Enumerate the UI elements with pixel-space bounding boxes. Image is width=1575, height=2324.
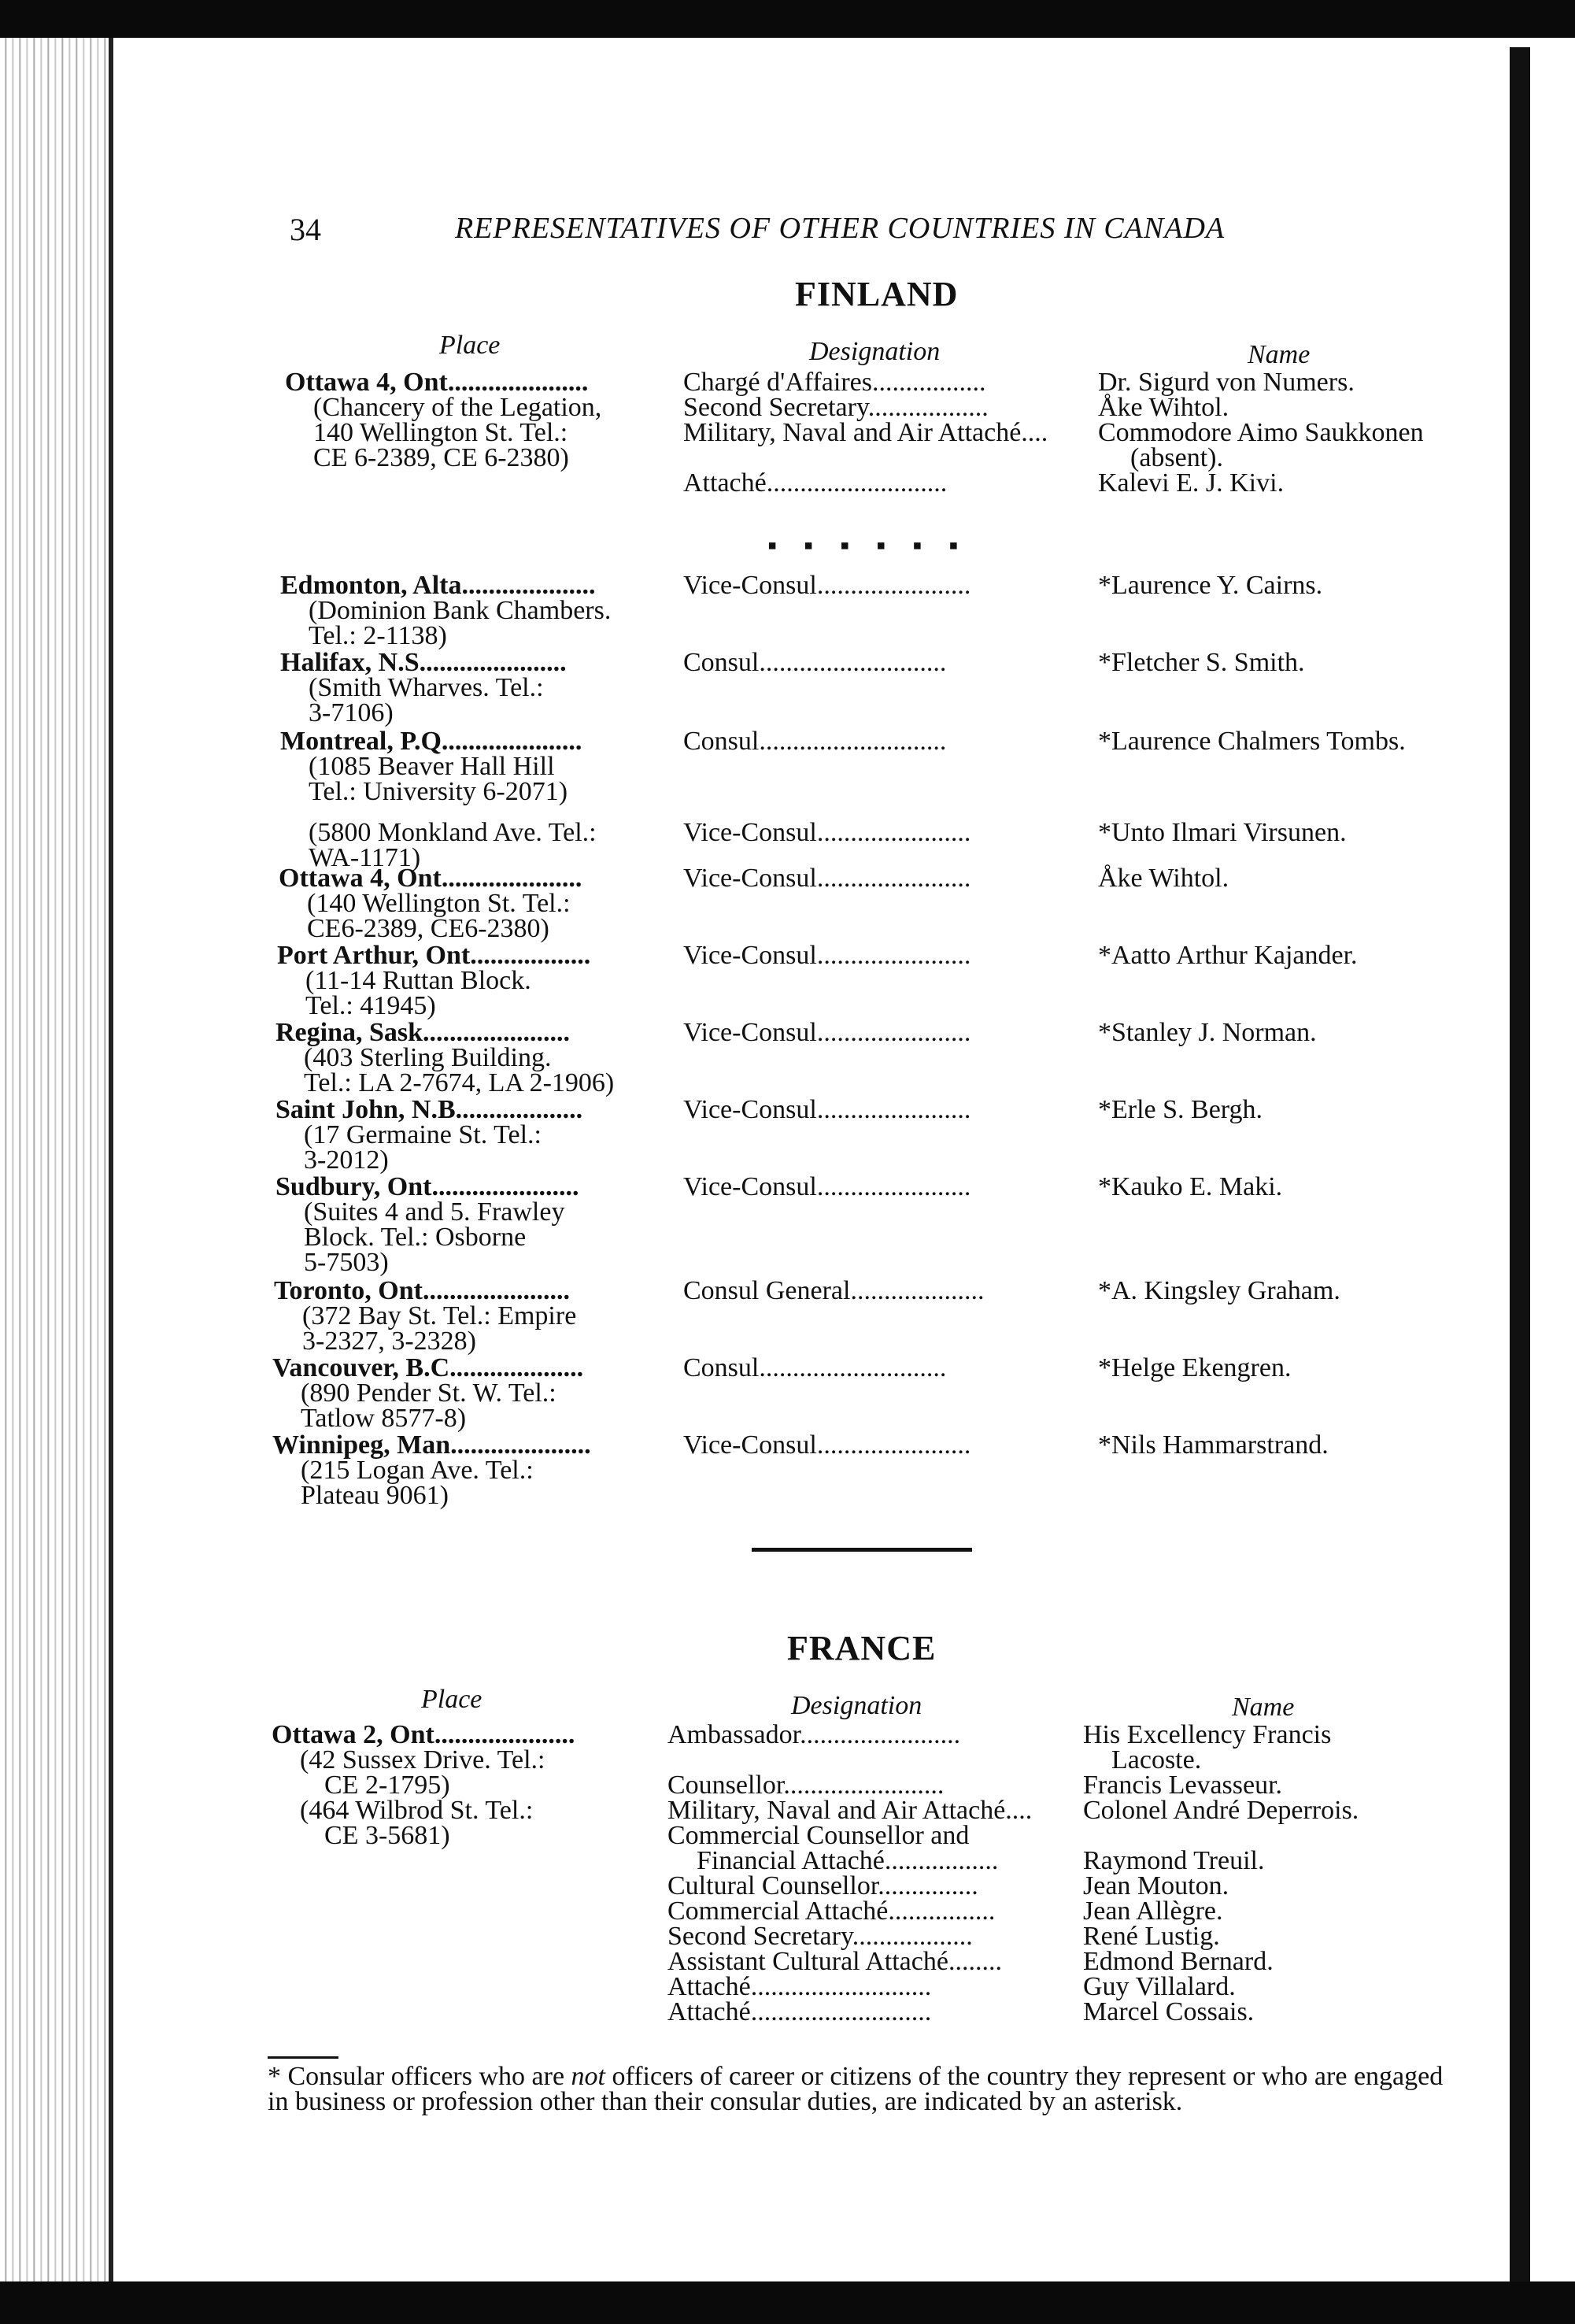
page-number: 34 xyxy=(290,212,321,247)
designation: Second Secretary.................. xyxy=(667,1922,973,1951)
col-header-place: Place xyxy=(439,331,501,360)
place-address-line: (42 Sussex Drive. Tel.: xyxy=(300,1745,545,1774)
page-header xyxy=(290,211,1313,258)
place-address-line: Tel.: University 6-2071) xyxy=(309,777,568,806)
designation: Consul............................ xyxy=(683,648,947,677)
official-name: *Laurence Y. Cairns. xyxy=(1098,571,1323,600)
place-city: Regina, Sask...................... xyxy=(275,1018,571,1047)
col-header-place-france: Place xyxy=(421,1685,482,1714)
scan-top-border xyxy=(0,0,1575,38)
footnote-text-start: * Consular officers who are xyxy=(268,2062,571,2091)
place-address-line: (5800 Monkland Ave. Tel.: xyxy=(309,818,597,847)
official-name: *Nils Hammarstrand. xyxy=(1098,1430,1329,1460)
official-name: Guy Villalard. xyxy=(1083,1972,1236,2001)
official-name: *Unto Ilmari Virsunen. xyxy=(1098,818,1347,847)
place-city: Montreal, P.Q..................... xyxy=(280,727,582,756)
place-address-line: (215 Logan Ave. Tel.: xyxy=(301,1456,534,1485)
official-name: Edmond Bernard. xyxy=(1083,1947,1274,1976)
official-name: Jean Mouton. xyxy=(1083,1871,1229,1900)
official-name: Commodore Aimo Saukkonen xyxy=(1098,418,1424,447)
place-address-line: (Suites 4 and 5. Frawley xyxy=(304,1197,565,1227)
footnote xyxy=(268,2064,1448,2115)
place-city: Ottawa 2, Ont..................... xyxy=(272,1720,575,1749)
section-rule xyxy=(752,1548,972,1552)
official-name: Colonel André Deperrois. xyxy=(1083,1796,1359,1825)
footnote-text-end: officers of career or citizens of the country they represent or who are engaged in business or profession other than their consular duties, are indicated by an asterisk. xyxy=(268,2062,1444,2116)
designation: Cultural Counsellor............... xyxy=(667,1871,978,1900)
place-address-line: (11-14 Ruttan Block. xyxy=(305,966,531,995)
official-name: Dr. Sigurd von Numers. xyxy=(1098,368,1355,397)
place-address-line: (140 Wellington St. Tel.: xyxy=(307,889,571,918)
place-address-line: CE 6-2389, CE 6-2380) xyxy=(313,443,569,472)
place-address-line: Block. Tel.: Osborne xyxy=(304,1223,527,1252)
place-address-line: (403 Sterling Building. xyxy=(304,1043,552,1072)
scan-right-border xyxy=(1510,47,1530,2281)
place-city: Sudbury, Ont...................... xyxy=(275,1172,579,1201)
official-name: *A. Kingsley Graham. xyxy=(1098,1276,1340,1305)
designation: Military, Naval and Air Attaché.... xyxy=(683,418,1048,447)
place-address-line: Tatlow 8577-8) xyxy=(301,1404,467,1433)
official-name: Marcel Cossais. xyxy=(1083,1997,1255,2026)
place-city: Halifax, N.S...................... xyxy=(280,648,567,677)
official-name: *Aatto Arthur Kajander. xyxy=(1098,941,1358,970)
designation: Vice-Consul....................... xyxy=(683,1095,971,1124)
designation: Attaché........................... xyxy=(667,1972,932,2001)
official-name: *Helge Ekengren. xyxy=(1098,1353,1292,1382)
designation: Commercial Attaché................ xyxy=(667,1897,996,1926)
place-city: Port Arthur, Ont.................. xyxy=(277,941,591,970)
official-name: Jean Allègre. xyxy=(1083,1897,1223,1926)
official-name: *Stanley J. Norman. xyxy=(1098,1018,1317,1047)
official-name: Åke Wihtol. xyxy=(1098,864,1229,893)
place-city: Winnipeg, Man..................... xyxy=(272,1430,591,1460)
col-header-name: Name xyxy=(1248,340,1311,369)
col-header-designation: Designation xyxy=(809,337,941,366)
place-city: Edmonton, Alta.................... xyxy=(280,571,596,600)
designation: Vice-Consul....................... xyxy=(683,818,971,847)
section-title-finland: FINLAND xyxy=(795,275,959,313)
official-name: (absent). xyxy=(1130,443,1224,472)
official-name: His Excellency Francis xyxy=(1083,1720,1332,1749)
official-name: Åke Wihtol. xyxy=(1098,393,1229,422)
designation: Attaché........................... xyxy=(667,1997,932,2026)
designation: Vice-Consul....................... xyxy=(683,571,971,600)
place-city: Ottawa 4, Ont..................... xyxy=(279,864,582,893)
place-address-line: CE 3-5681) xyxy=(324,1821,450,1850)
separator-dots: ▪▪▪▪▪▪ xyxy=(767,531,985,561)
designation: Counsellor........................ xyxy=(667,1771,945,1800)
place-address-line: WA-1171) xyxy=(309,843,421,872)
official-name: René Lustig. xyxy=(1083,1922,1220,1951)
scan-bottom-border xyxy=(0,2281,1575,2324)
running-title: REPRESENTATIVES OF OTHER COUNTRIES IN CANADA xyxy=(455,212,1226,245)
place-address-line: 3-2012) xyxy=(304,1145,389,1175)
designation: Second Secretary.................. xyxy=(683,393,989,422)
place-address-line: 140 Wellington St. Tel.: xyxy=(313,418,568,447)
official-name: *Erle S. Bergh. xyxy=(1098,1095,1263,1124)
official-name: Raymond Treuil. xyxy=(1083,1846,1265,1875)
designation: Vice-Consul....................... xyxy=(683,941,971,970)
col-header-designation-france: Designation xyxy=(791,1691,922,1720)
designation: Assistant Cultural Attaché........ xyxy=(667,1947,1002,1976)
official-name: Francis Levasseur. xyxy=(1083,1771,1283,1800)
place-address-line: (Dominion Bank Chambers. xyxy=(309,596,612,625)
official-name: Kalevi E. J. Kivi. xyxy=(1098,468,1285,498)
scan-right-margin xyxy=(1530,38,1575,2281)
official-name: Lacoste. xyxy=(1111,1745,1202,1774)
footnote-emphasis: not xyxy=(571,2062,605,2091)
place-address-line: Tel.: 2-1138) xyxy=(309,621,447,650)
place-address-line: Plateau 9061) xyxy=(301,1481,449,1510)
designation: Military, Naval and Air Attaché.... xyxy=(667,1796,1033,1825)
designation: Ambassador........................ xyxy=(667,1720,961,1749)
scan-page-edge-line xyxy=(109,38,113,2281)
designation: Chargé d'Affaires................. xyxy=(683,368,986,397)
place-address-line: (Chancery of the Legation, xyxy=(313,393,602,422)
place-address-line: 3-7106) xyxy=(309,698,394,727)
designation: Vice-Consul....................... xyxy=(683,1172,971,1201)
place-address-line: CE 2-1795) xyxy=(324,1771,450,1800)
place-address-line: CE6-2389, CE6-2380) xyxy=(307,914,549,943)
place-address-line: (17 Germaine St. Tel.: xyxy=(304,1120,542,1149)
section-title-france: FRANCE xyxy=(787,1629,937,1667)
place-city: Vancouver, B.C.................... xyxy=(272,1353,584,1382)
place-address-line: 3-2327, 3-2328) xyxy=(302,1327,476,1356)
place-city: Saint John, N.B................... xyxy=(275,1095,583,1124)
place-address-line: (372 Bay St. Tel.: Empire xyxy=(302,1301,577,1330)
scan-binding-edge xyxy=(0,38,118,2281)
official-name: *Fletcher S. Smith. xyxy=(1098,648,1305,677)
designation: Vice-Consul....................... xyxy=(683,864,971,893)
place-address-line: (Smith Wharves. Tel.: xyxy=(309,673,544,702)
place-address-line: Tel.: LA 2-7674, LA 2-1906) xyxy=(304,1068,615,1097)
place-address-line: Tel.: 41945) xyxy=(305,991,436,1020)
designation: Commercial Counsellor and xyxy=(667,1821,970,1850)
designation: Consul............................ xyxy=(683,727,947,756)
designation: Attaché........................... xyxy=(683,468,948,498)
footnote-rule xyxy=(268,2056,338,2059)
designation: Consul General.................... xyxy=(683,1276,985,1305)
place-address-line: (1085 Beaver Hall Hill xyxy=(309,752,555,781)
designation: Financial Attaché................. xyxy=(697,1846,999,1875)
col-header-name-france: Name xyxy=(1232,1693,1295,1722)
place-address-line: (890 Pender St. W. Tel.: xyxy=(301,1378,556,1408)
designation: Vice-Consul....................... xyxy=(683,1430,971,1460)
place-address-line: (464 Wilbrod St. Tel.: xyxy=(300,1796,534,1825)
place-address-line: 5-7503) xyxy=(304,1248,389,1277)
official-name: *Laurence Chalmers Tombs. xyxy=(1098,727,1406,756)
official-name: *Kauko E. Maki. xyxy=(1098,1172,1283,1201)
designation: Vice-Consul....................... xyxy=(683,1018,971,1047)
designation: Consul............................ xyxy=(683,1353,947,1382)
place-city: Ottawa 4, Ont..................... xyxy=(285,368,589,397)
place-city: Toronto, Ont...................... xyxy=(274,1276,570,1305)
